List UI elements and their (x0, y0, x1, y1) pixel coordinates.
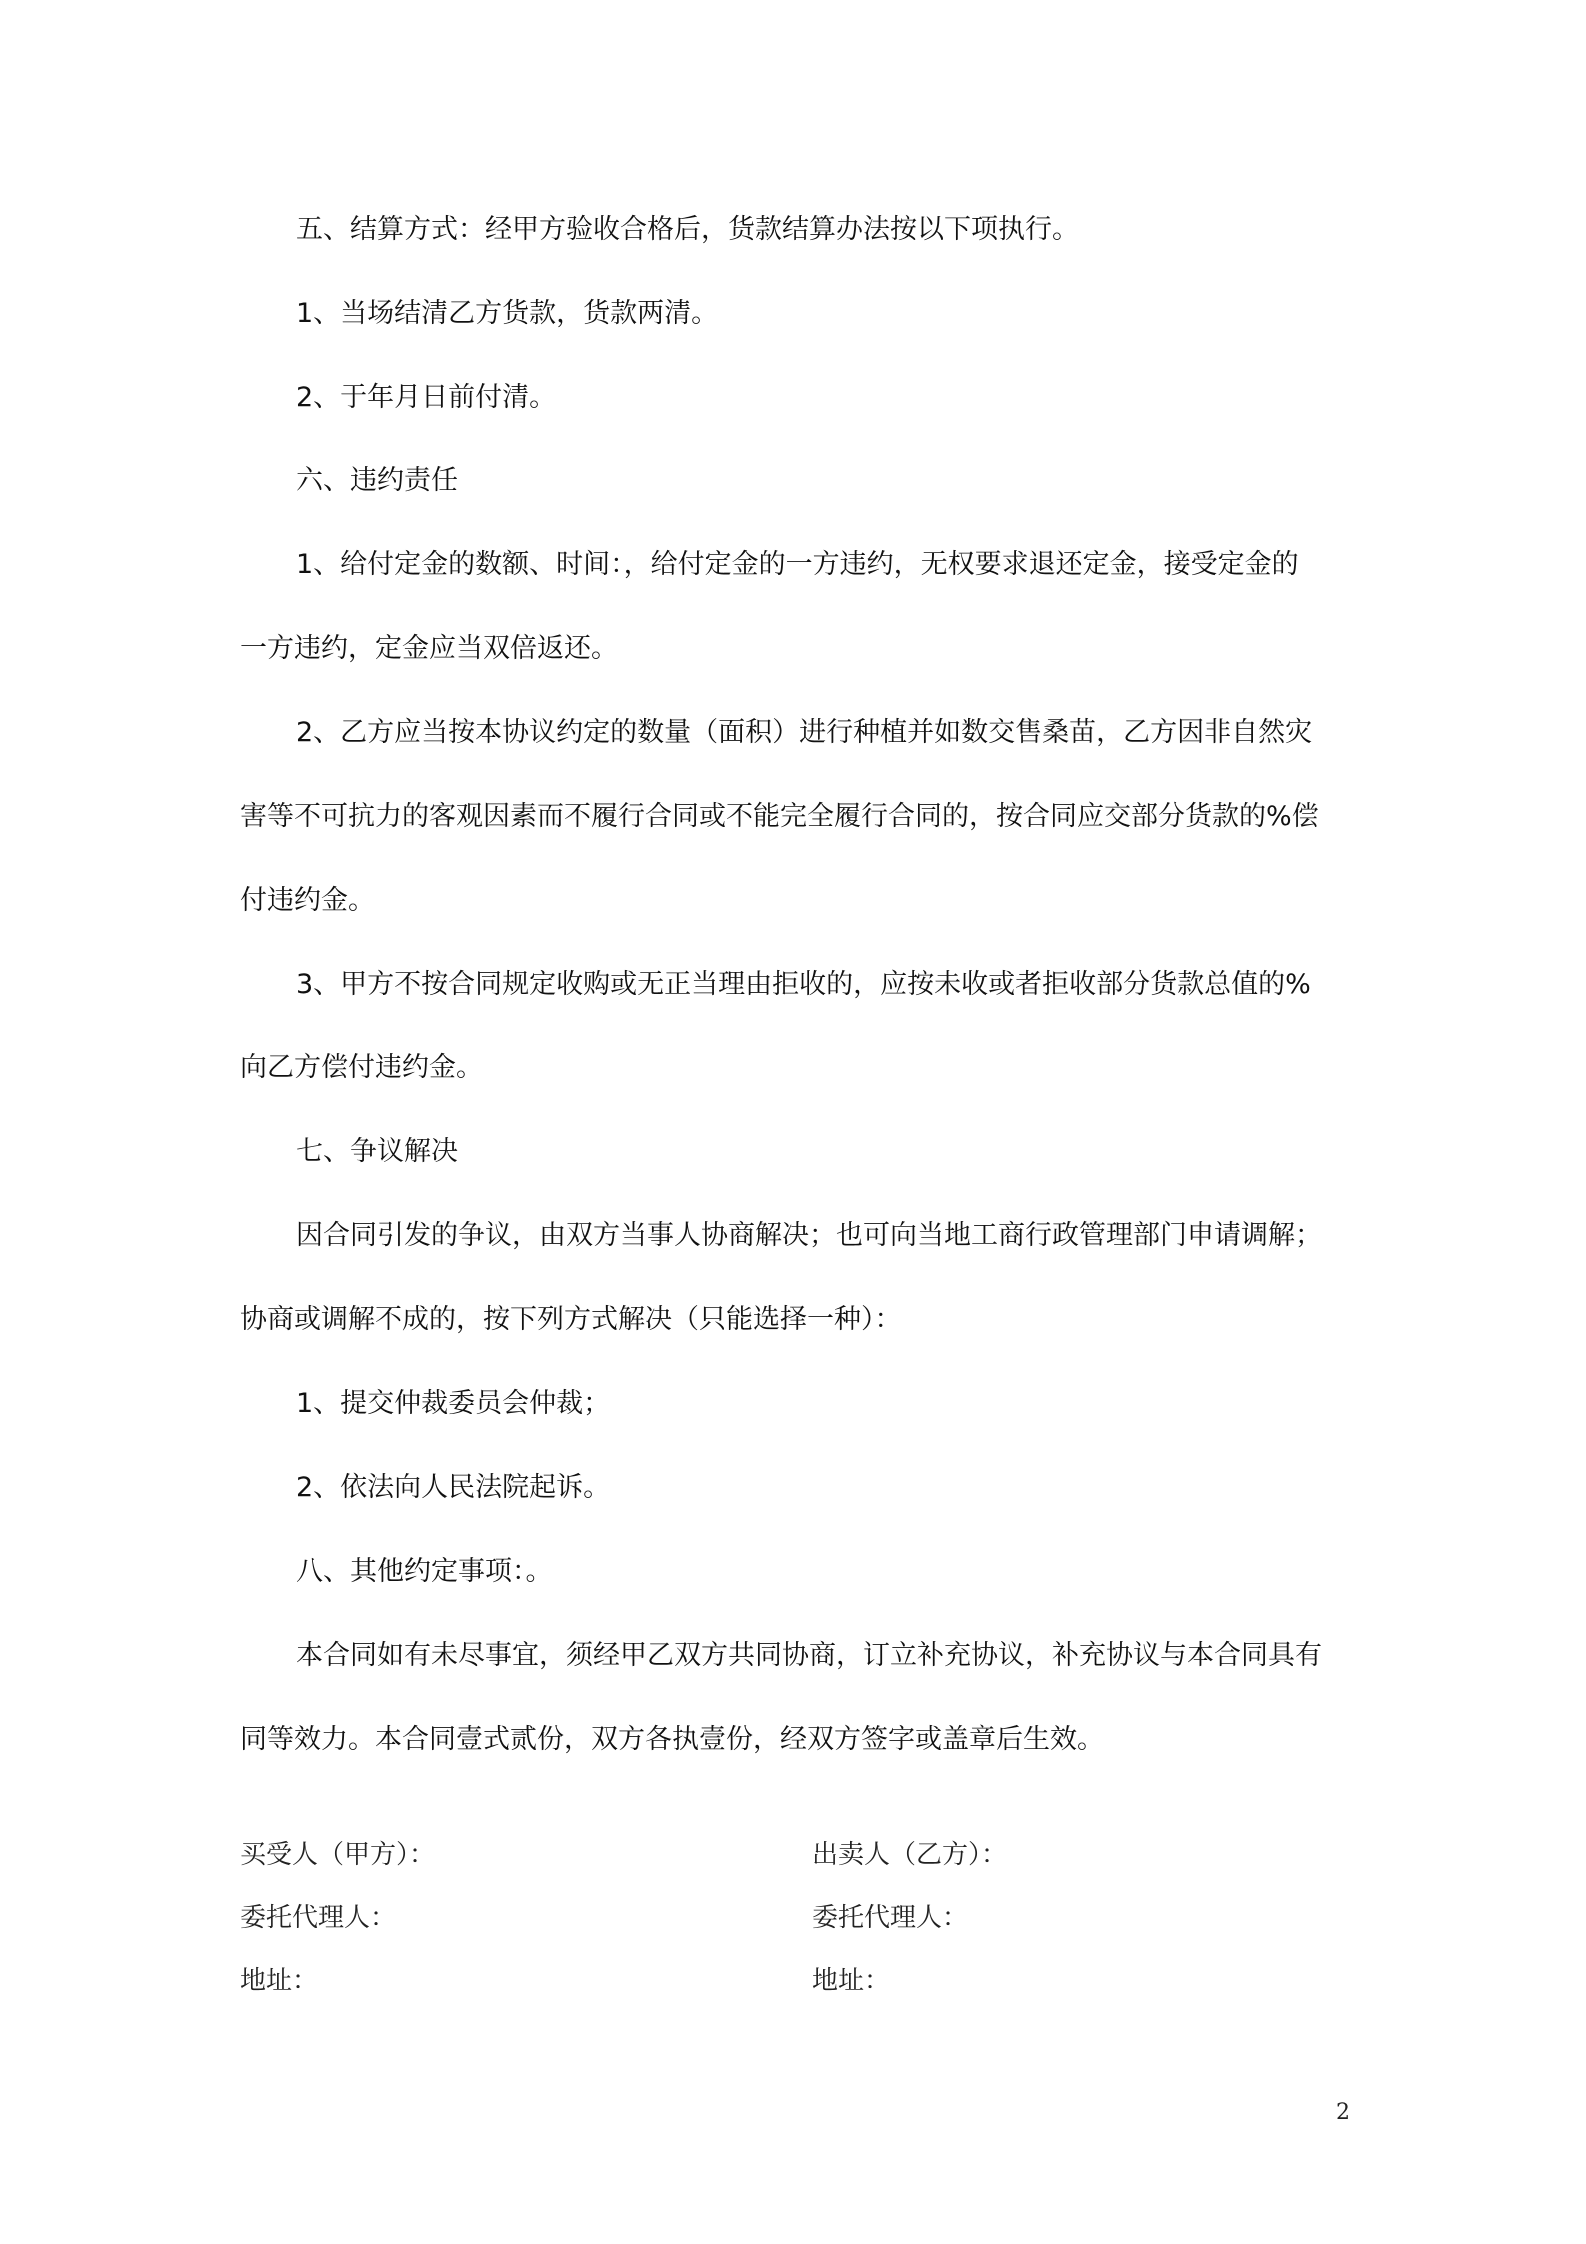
section-6-heading: 六、违约责任 (296, 465, 458, 496)
dispute-paragraph-line-2: 协商或调解不成的，按下列方式解决（只能选择一种）： (240, 1304, 902, 1335)
dispute-option-2: 2、依法向人民法院起诉。 (296, 1472, 611, 1503)
liability-clause-2-line-2: 害等不可抗力的客观因素而不履行合同或不能完全履行合同的，按合同应交部分货款的%偿 (240, 801, 1319, 832)
section-8-heading: 八、其他约定事项：。 (296, 1556, 553, 1587)
seller-address-label: 地址： (812, 1966, 891, 1996)
page-number: 2 (1336, 2100, 1350, 2125)
settlement-option-2: 2、于年月日前付清。 (296, 382, 557, 413)
buyer-address-label: 地址： (240, 1966, 319, 1996)
section-7-heading: 七、争议解决 (296, 1136, 458, 1167)
liability-clause-3-line-1: 3、甲方不按合同规定收购或无正当理由拒收的，应按未收或者拒收部分货款总值的% (296, 969, 1311, 1000)
section-5-settlement-heading: 五、结算方式：经甲方验收合格后，货款结算办法按以下项执行。 (296, 214, 1079, 245)
liability-clause-1-line-2: 一方违约，定金应当双倍返还。 (240, 633, 618, 664)
closing-paragraph-line-2: 同等效力。本合同壹式贰份，双方各执壹份，经双方签字或盖章后生效。 (240, 1724, 1104, 1755)
buyer-label: 买受人（甲方）： (240, 1840, 436, 1870)
seller-label: 出卖人（乙方）： (812, 1840, 1008, 1870)
liability-clause-2-line-3: 付违约金。 (240, 885, 375, 916)
dispute-paragraph-line-1: 因合同引发的争议，由双方当事人协商解决；也可向当地工商行政管理部门申请调解； (296, 1220, 1322, 1251)
buyer-agent-label: 委托代理人： (240, 1903, 397, 1933)
liability-clause-2-line-1: 2、乙方应当按本协议约定的数量（面积）进行种植并如数交售桑苗，乙方因非自然灾 (296, 717, 1313, 748)
dispute-option-1: 1、提交仲裁委员会仲裁； (296, 1388, 611, 1419)
closing-paragraph-line-1: 本合同如有未尽事宜，须经甲乙双方共同协商，订立补充协议，补充协议与本合同具有 (296, 1640, 1322, 1671)
liability-clause-3-line-2: 向乙方偿付违约金。 (240, 1052, 483, 1083)
settlement-option-1: 1、当场结清乙方货款，货款两清。 (296, 298, 719, 329)
liability-clause-1-line-1: 1、给付定金的数额、时间：，给付定金的一方违约，无权要求退还定金，接受定金的 (296, 549, 1299, 580)
seller-agent-label: 委托代理人： (812, 1903, 969, 1933)
